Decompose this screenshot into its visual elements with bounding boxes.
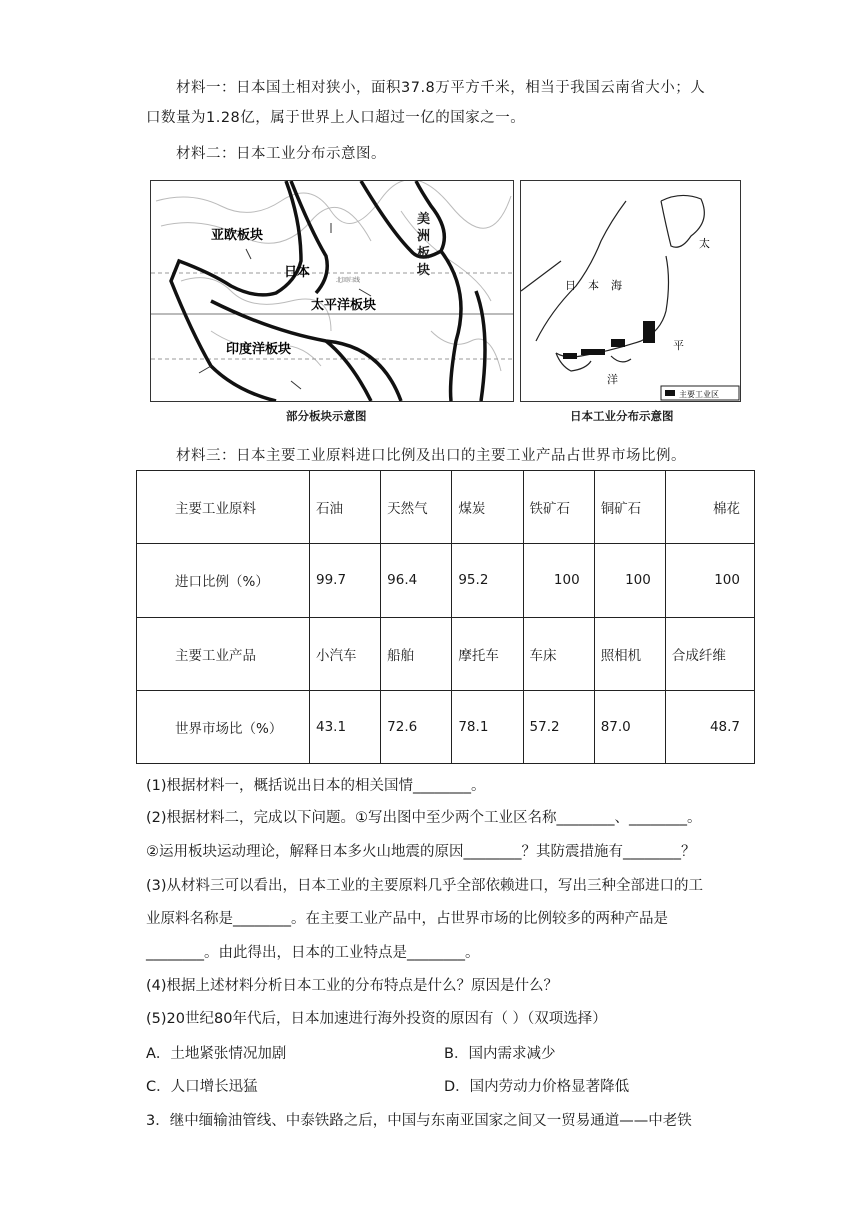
table-cell: 小汽车: [310, 617, 381, 690]
pacific-label-2: 平: [673, 339, 684, 352]
japan-map-caption: 日本工业分布示意图: [570, 409, 674, 423]
pacific-plate-label: 太平洋板块: [311, 298, 377, 313]
table-cell: 摩托车: [452, 617, 523, 690]
option-c: C．人口增长迅猛: [146, 1079, 258, 1095]
japan-map: [520, 180, 741, 402]
option-b: B．国内需求减少: [444, 1046, 556, 1062]
table-cell: 天然气: [381, 471, 452, 544]
maps-figure: [150, 180, 742, 428]
table-cell: 铜矿石: [594, 471, 665, 544]
material2-label: 材料二：日本工业分布示意图。: [176, 146, 386, 162]
american-plate-label: 美洲板块: [417, 212, 431, 278]
option-a: A．土地紧张情况加剧: [146, 1046, 287, 1062]
table-cell: 99.7: [310, 544, 381, 617]
table-row: [137, 471, 755, 544]
table-cell: 96.4: [381, 544, 452, 617]
table-cell: 船舶: [381, 617, 452, 690]
material1-line2: 口数量为1.28亿，属于世界上人口超过一亿的国家之一。: [146, 110, 526, 126]
legend-label: 主要工业区: [679, 390, 719, 399]
question-2b: ②运用板块运动理论，解释日本多火山地震的原因________？其防震措施有________？: [146, 844, 696, 860]
plate-map-drawing: [151, 181, 513, 401]
material1-line1: 材料一：日本国土相对狭小，面积37.8万平方千米，相当于我国云南省大小；人: [176, 80, 706, 96]
japan-label: 日本: [284, 265, 311, 280]
table-cell: 100: [594, 544, 665, 617]
table-cell: 48.7: [665, 690, 754, 763]
indian-plate-label: 印度洋板块: [226, 342, 292, 357]
table-cell: 进口比例（%）: [137, 544, 310, 617]
table-cell: 棉花: [665, 471, 754, 544]
table-cell: 57.2: [523, 690, 594, 763]
question-1: (1)根据材料一，概括说出日本的相关国情________。: [146, 778, 486, 794]
table-cell: 合成纤维: [665, 617, 754, 690]
table-cell: 100: [523, 544, 594, 617]
table-cell: 车床: [523, 617, 594, 690]
material3-label: 材料三：日本主要工业原料进口比例及出口的主要工业产品占世界市场比例。: [176, 448, 686, 464]
sea-of-japan-label: 日本海: [565, 279, 634, 292]
eurasian-plate-label: 亚欧板块: [211, 228, 264, 243]
table-cell: 100: [665, 544, 754, 617]
table-cell: 石油: [310, 471, 381, 544]
table-cell: 43.1: [310, 690, 381, 763]
table-row: [137, 690, 755, 763]
question-5: (5)20世纪80年代后，日本加速进行海外投资的原因有（ ）（双项选择）: [146, 1011, 607, 1027]
pacific-label-1: 太: [699, 237, 710, 250]
table-cell: 主要工业产品: [137, 617, 310, 690]
table-cell: 78.1: [452, 690, 523, 763]
table-row: [137, 617, 755, 690]
table-row: [137, 544, 755, 617]
table-cell: 72.6: [381, 690, 452, 763]
pacific-label-3: 洋: [607, 373, 618, 386]
tropic-label: 北回归线: [336, 277, 361, 284]
legend: [661, 386, 739, 400]
question-3a: (3)从材料三可以看出，日本工业的主要原料几乎全部依赖进口，写出三种全部进口的工: [146, 878, 704, 894]
plate-map-caption: 部分板块示意图: [286, 409, 367, 423]
japan-map-drawing: [521, 181, 740, 401]
table-cell: 煤炭: [452, 471, 523, 544]
table-cell: 87.0: [594, 690, 665, 763]
table-cell: 照相机: [594, 617, 665, 690]
table-cell: 95.2: [452, 544, 523, 617]
table-cell: 主要工业原料: [137, 471, 310, 544]
table-cell: 世界市场比（%）: [137, 690, 310, 763]
question-4: (4)根据上述材料分析日本工业的分布特点是什么？原因是什么？: [146, 978, 559, 994]
option-d: D．国内劳动力价格显著降低: [444, 1079, 630, 1095]
question-3b: 业原料名称是________。在主要工业产品中，占世界市场的比例较多的两种产品是: [146, 911, 668, 927]
question-3c: ________。由此得出，日本的工业特点是________。: [146, 945, 480, 961]
data-table: [136, 470, 755, 764]
plate-map: [150, 180, 514, 402]
table-cell: 铁矿石: [523, 471, 594, 544]
question-next: 3．继中缅输油管线、中泰铁路之后，中国与东南亚国家之间又一贸易通道——中老铁: [146, 1113, 692, 1129]
question-2a: (2)根据材料二，完成以下问题。①写出图中至少两个工业区名称________、________。: [146, 810, 702, 826]
